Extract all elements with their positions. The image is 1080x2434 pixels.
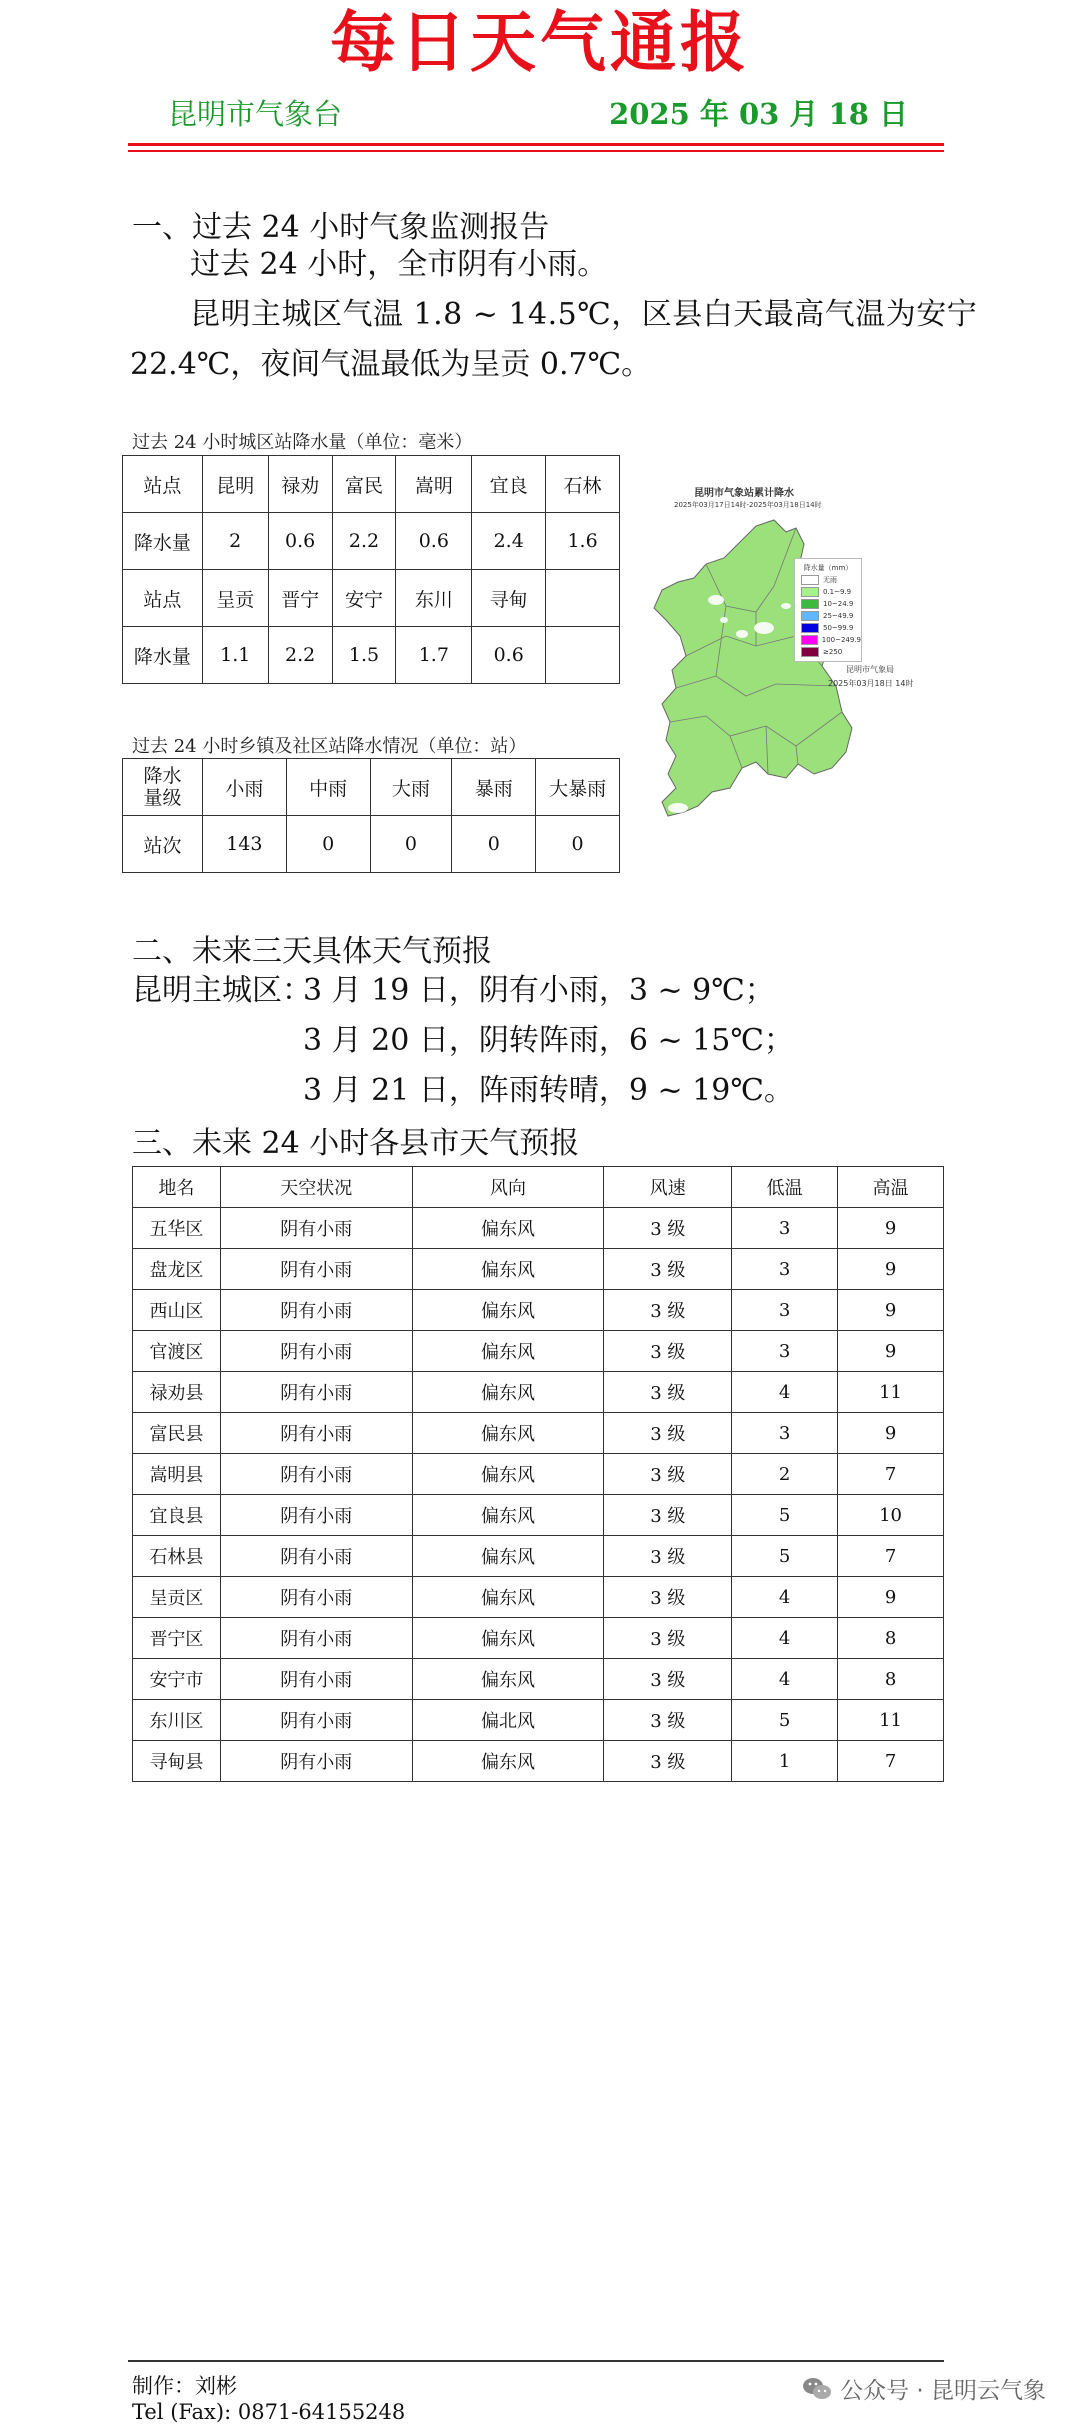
rainfall-cell: 1.1	[202, 627, 268, 684]
wind-direction-cell: 偏东风	[412, 1208, 604, 1249]
low-temp-cell: 2	[732, 1454, 838, 1495]
legend-swatch	[801, 635, 818, 645]
low-temp-cell: 3	[732, 1331, 838, 1372]
place-cell: 晋宁区	[133, 1618, 221, 1659]
legend-label: 50~99.9	[823, 624, 854, 632]
place-cell: 官渡区	[133, 1331, 221, 1372]
high-temp-cell: 9	[838, 1208, 944, 1249]
wind-speed-cell: 3 级	[604, 1618, 732, 1659]
precipitation-map	[646, 478, 956, 826]
place-cell: 盘龙区	[133, 1249, 221, 1290]
low-temp-cell: 3	[732, 1208, 838, 1249]
rainfall-cell: 1.5	[332, 627, 396, 684]
legend-title: 降水量（mm）	[803, 564, 853, 572]
section2-heading: 二、未来三天具体天气预报	[132, 934, 492, 969]
rainfall-cell: 1.6	[546, 513, 620, 570]
legend-item	[795, 646, 861, 658]
high-temp-cell: 7	[838, 1741, 944, 1782]
grade-cell: 大雨	[370, 759, 452, 816]
count-cell: 0	[452, 816, 536, 873]
station-cell: 嵩明	[396, 456, 472, 513]
wind-speed-cell: 3 级	[604, 1331, 732, 1372]
place-cell: 寻甸县	[133, 1741, 221, 1782]
rain-town-table	[122, 758, 620, 873]
wind-direction-cell: 偏北风	[412, 1700, 604, 1741]
row-header: 降水量	[123, 513, 203, 570]
col-header: 天空状况	[220, 1167, 412, 1208]
sky-cell: 阴有小雨	[220, 1741, 412, 1782]
place-cell: 五华区	[133, 1208, 221, 1249]
wind-speed-cell: 3 级	[604, 1700, 732, 1741]
sky-cell: 阴有小雨	[220, 1290, 412, 1331]
map-title: 昆明市气象站累计降水	[694, 488, 794, 499]
legend-label: ≥250	[823, 648, 843, 656]
wind-direction-cell: 偏东风	[412, 1741, 604, 1782]
sky-cell: 阴有小雨	[220, 1372, 412, 1413]
map-legend	[794, 558, 862, 662]
wind-direction-cell: 偏东风	[412, 1249, 604, 1290]
wind-speed-cell: 3 级	[604, 1249, 732, 1290]
forecast-day2: 3 月 20 日，阴转阵雨，6 ~ 15℃；	[303, 1023, 794, 1058]
high-temp-cell: 9	[838, 1290, 944, 1331]
station-row	[123, 570, 620, 627]
sky-cell: 阴有小雨	[220, 1495, 412, 1536]
row-header: 站次	[123, 816, 203, 873]
rainfall-cell: 0.6	[396, 513, 472, 570]
station-cell: 富民	[332, 456, 396, 513]
low-temp-cell: 5	[732, 1700, 838, 1741]
wind-speed-cell: 3 级	[604, 1372, 732, 1413]
wind-speed-cell: 3 级	[604, 1208, 732, 1249]
report-title: 每日天气通报	[330, 3, 750, 81]
legend-label: 100~249.9	[821, 636, 861, 644]
grade-cell: 小雨	[202, 759, 286, 816]
rainfall-row	[123, 513, 620, 570]
sky-cell: 阴有小雨	[220, 1331, 412, 1372]
wechat-icon	[802, 2376, 832, 2402]
low-temp-cell: 3	[732, 1290, 838, 1331]
legend-item	[795, 598, 861, 610]
rainfall-cell: 1.7	[396, 627, 472, 684]
sky-cell: 阴有小雨	[220, 1536, 412, 1577]
rain-city-table	[122, 455, 620, 684]
high-temp-cell: 9	[838, 1331, 944, 1372]
table-row	[133, 1331, 944, 1372]
rainfall-cell: 2.4	[472, 513, 546, 570]
forecast-day3: 3 月 21 日，阵雨转晴，9 ~ 19℃。	[303, 1073, 794, 1108]
station-cell: 东川	[396, 570, 472, 627]
col-header: 地名	[133, 1167, 221, 1208]
col-header: 风速	[604, 1167, 732, 1208]
station-cell: 晋宁	[268, 570, 332, 627]
high-temp-cell: 9	[838, 1577, 944, 1618]
header-divider-thick	[128, 143, 944, 146]
count-row	[123, 816, 620, 873]
table-row	[133, 1700, 944, 1741]
sky-cell: 阴有小雨	[220, 1208, 412, 1249]
low-temp-cell: 4	[732, 1372, 838, 1413]
watermark-text: 公众号 · 昆明云气象	[840, 2378, 1046, 2404]
col-header: 低温	[732, 1167, 838, 1208]
wind-direction-cell: 偏东风	[412, 1331, 604, 1372]
map-source: 昆明市气象局	[846, 665, 894, 674]
station-cell: 昆明	[202, 456, 268, 513]
legend-label: 0.1~9.9	[823, 588, 852, 596]
grade-cell: 中雨	[286, 759, 370, 816]
footer-tel: Tel (Fax): 0871-64155248	[132, 2400, 406, 2424]
rainfall-row	[123, 627, 620, 684]
legend-item	[795, 610, 861, 622]
high-temp-cell: 10	[838, 1495, 944, 1536]
place-cell: 石林县	[133, 1536, 221, 1577]
table-row	[133, 1659, 944, 1700]
footer-divider	[128, 2360, 944, 2362]
table-row	[133, 1290, 944, 1331]
report-date: 2025 年 03 月 18 日	[609, 97, 908, 131]
table-row	[133, 1208, 944, 1249]
wind-direction-cell: 偏东风	[412, 1536, 604, 1577]
table-row	[133, 1577, 944, 1618]
wind-speed-cell: 3 级	[604, 1454, 732, 1495]
low-temp-cell: 3	[732, 1249, 838, 1290]
count-cell: 0	[370, 816, 452, 873]
high-temp-cell: 11	[838, 1700, 944, 1741]
table-row	[133, 1454, 944, 1495]
wind-speed-cell: 3 级	[604, 1413, 732, 1454]
grade-cell: 大暴雨	[536, 759, 620, 816]
sky-cell: 阴有小雨	[220, 1659, 412, 1700]
high-temp-cell: 8	[838, 1659, 944, 1700]
rain-city-caption: 过去 24 小时城区站降水量（单位：毫米）	[132, 432, 473, 453]
legend-swatch	[801, 575, 819, 585]
station-cell: 呈贡	[202, 570, 268, 627]
wind-direction-cell: 偏东风	[412, 1495, 604, 1536]
table-header-row	[133, 1167, 944, 1208]
legend-swatch	[801, 599, 819, 609]
table-row	[133, 1372, 944, 1413]
legend-swatch	[801, 623, 819, 633]
place-cell: 呈贡区	[133, 1577, 221, 1618]
col-header: 风向	[412, 1167, 604, 1208]
low-temp-cell: 4	[732, 1577, 838, 1618]
station-cell: 安宁	[332, 570, 396, 627]
section1-temp-line1: 昆明主城区气温 1.8 ~ 14.5℃，区县白天最高气温为安宁	[190, 297, 978, 332]
section1-temp-line2: 22.4℃，夜间气温最低为呈贡 0.7℃。	[130, 347, 652, 382]
legend-label: 25~49.9	[823, 612, 854, 620]
rainfall-cell: 2	[202, 513, 268, 570]
high-temp-cell: 7	[838, 1536, 944, 1577]
table-row	[133, 1495, 944, 1536]
wind-speed-cell: 3 级	[604, 1536, 732, 1577]
legend-item	[795, 586, 861, 598]
legend-label: 10~24.9	[823, 600, 854, 608]
row-header: 降水量	[123, 627, 203, 684]
wind-speed-cell: 3 级	[604, 1495, 732, 1536]
high-temp-cell: 11	[838, 1372, 944, 1413]
station-cell: 石林	[546, 456, 620, 513]
rainfall-cell	[546, 627, 620, 684]
wind-direction-cell: 偏东风	[412, 1659, 604, 1700]
count-cell: 143	[202, 816, 286, 873]
high-temp-cell: 9	[838, 1249, 944, 1290]
table-row	[133, 1618, 944, 1659]
high-temp-cell: 8	[838, 1618, 944, 1659]
grade-cell: 暴雨	[452, 759, 536, 816]
low-temp-cell: 4	[732, 1659, 838, 1700]
sky-cell: 阴有小雨	[220, 1700, 412, 1741]
wind-speed-cell: 3 级	[604, 1741, 732, 1782]
place-cell: 宜良县	[133, 1495, 221, 1536]
legend-swatch	[801, 611, 819, 621]
maker-label: 制作：	[132, 2374, 195, 2398]
footer-maker	[132, 2370, 237, 2400]
wind-direction-cell: 偏东风	[412, 1290, 604, 1331]
place-cell: 嵩明县	[133, 1454, 221, 1495]
rain-town-caption: 过去 24 小时乡镇及社区站降水情况（单位：站）	[132, 736, 527, 757]
legend-item	[795, 622, 861, 634]
station-cell: 禄劝	[268, 456, 332, 513]
table-row	[133, 1536, 944, 1577]
rainfall-cell: 2.2	[268, 627, 332, 684]
rainfall-cell: 2.2	[332, 513, 396, 570]
legend-item	[795, 634, 861, 646]
high-temp-cell: 7	[838, 1454, 944, 1495]
wind-speed-cell: 3 级	[604, 1290, 732, 1331]
table-row	[133, 1741, 944, 1782]
high-temp-cell: 9	[838, 1413, 944, 1454]
low-temp-cell: 5	[732, 1536, 838, 1577]
row-header: 站点	[123, 456, 203, 513]
place-cell: 安宁市	[133, 1659, 221, 1700]
row-header: 降水量级	[123, 759, 203, 816]
wind-direction-cell: 偏东风	[412, 1413, 604, 1454]
low-temp-cell: 4	[732, 1618, 838, 1659]
grade-row	[123, 759, 620, 816]
station-cell: 寻甸	[472, 570, 546, 627]
low-temp-cell: 3	[732, 1413, 838, 1454]
col-header: 高温	[838, 1167, 944, 1208]
station-cell	[546, 570, 620, 627]
legend-swatch	[801, 587, 819, 597]
count-cell: 0	[286, 816, 370, 873]
wind-direction-cell: 偏东风	[412, 1618, 604, 1659]
section1-summary: 过去 24 小时，全市阴有小雨。	[190, 247, 608, 282]
legend-item	[795, 574, 861, 586]
legend-swatch	[801, 647, 819, 657]
table-row	[133, 1249, 944, 1290]
station-row	[123, 456, 620, 513]
map-subtitle: 2025年03月17日14时-2025年03月18日14时	[674, 501, 822, 509]
sky-cell: 阴有小雨	[220, 1577, 412, 1618]
header-divider-thin	[128, 150, 944, 152]
issuing-organization: 昆明市气象台	[168, 97, 343, 131]
low-temp-cell: 1	[732, 1741, 838, 1782]
place-cell: 富民县	[133, 1413, 221, 1454]
place-cell: 禄劝县	[133, 1372, 221, 1413]
place-cell: 东川区	[133, 1700, 221, 1741]
wechat-watermark	[802, 2372, 1046, 2405]
wind-direction-cell: 偏东风	[412, 1577, 604, 1618]
low-temp-cell: 5	[732, 1495, 838, 1536]
sky-cell: 阴有小雨	[220, 1249, 412, 1290]
maker-name: 刘彬	[195, 2374, 237, 2398]
wind-speed-cell: 3 级	[604, 1577, 732, 1618]
count-cell: 0	[536, 816, 620, 873]
rainfall-cell: 0.6	[472, 627, 546, 684]
place-cell: 西山区	[133, 1290, 221, 1331]
sky-cell: 阴有小雨	[220, 1454, 412, 1495]
rainfall-cell: 0.6	[268, 513, 332, 570]
county-forecast-table	[132, 1166, 944, 1782]
station-cell: 宜良	[472, 456, 546, 513]
sky-cell: 阴有小雨	[220, 1413, 412, 1454]
row-header: 站点	[123, 570, 203, 627]
wind-direction-cell: 偏东风	[412, 1372, 604, 1413]
section1-heading: 一、过去 24 小时气象监测报告	[132, 210, 550, 245]
wind-speed-cell: 3 级	[604, 1659, 732, 1700]
wind-direction-cell: 偏东风	[412, 1454, 604, 1495]
forecast-prefix: 昆明主城区：	[132, 973, 312, 1008]
table-row	[133, 1413, 944, 1454]
section3-heading: 三、未来 24 小时各县市天气预报	[132, 1126, 580, 1161]
legend-label: 无雨	[823, 576, 837, 584]
forecast-day1: 3 月 19 日，阴有小雨，3 ~ 9℃；	[303, 973, 775, 1008]
map-issue-time: 2025年03月18日 14时	[828, 679, 914, 688]
sky-cell: 阴有小雨	[220, 1618, 412, 1659]
